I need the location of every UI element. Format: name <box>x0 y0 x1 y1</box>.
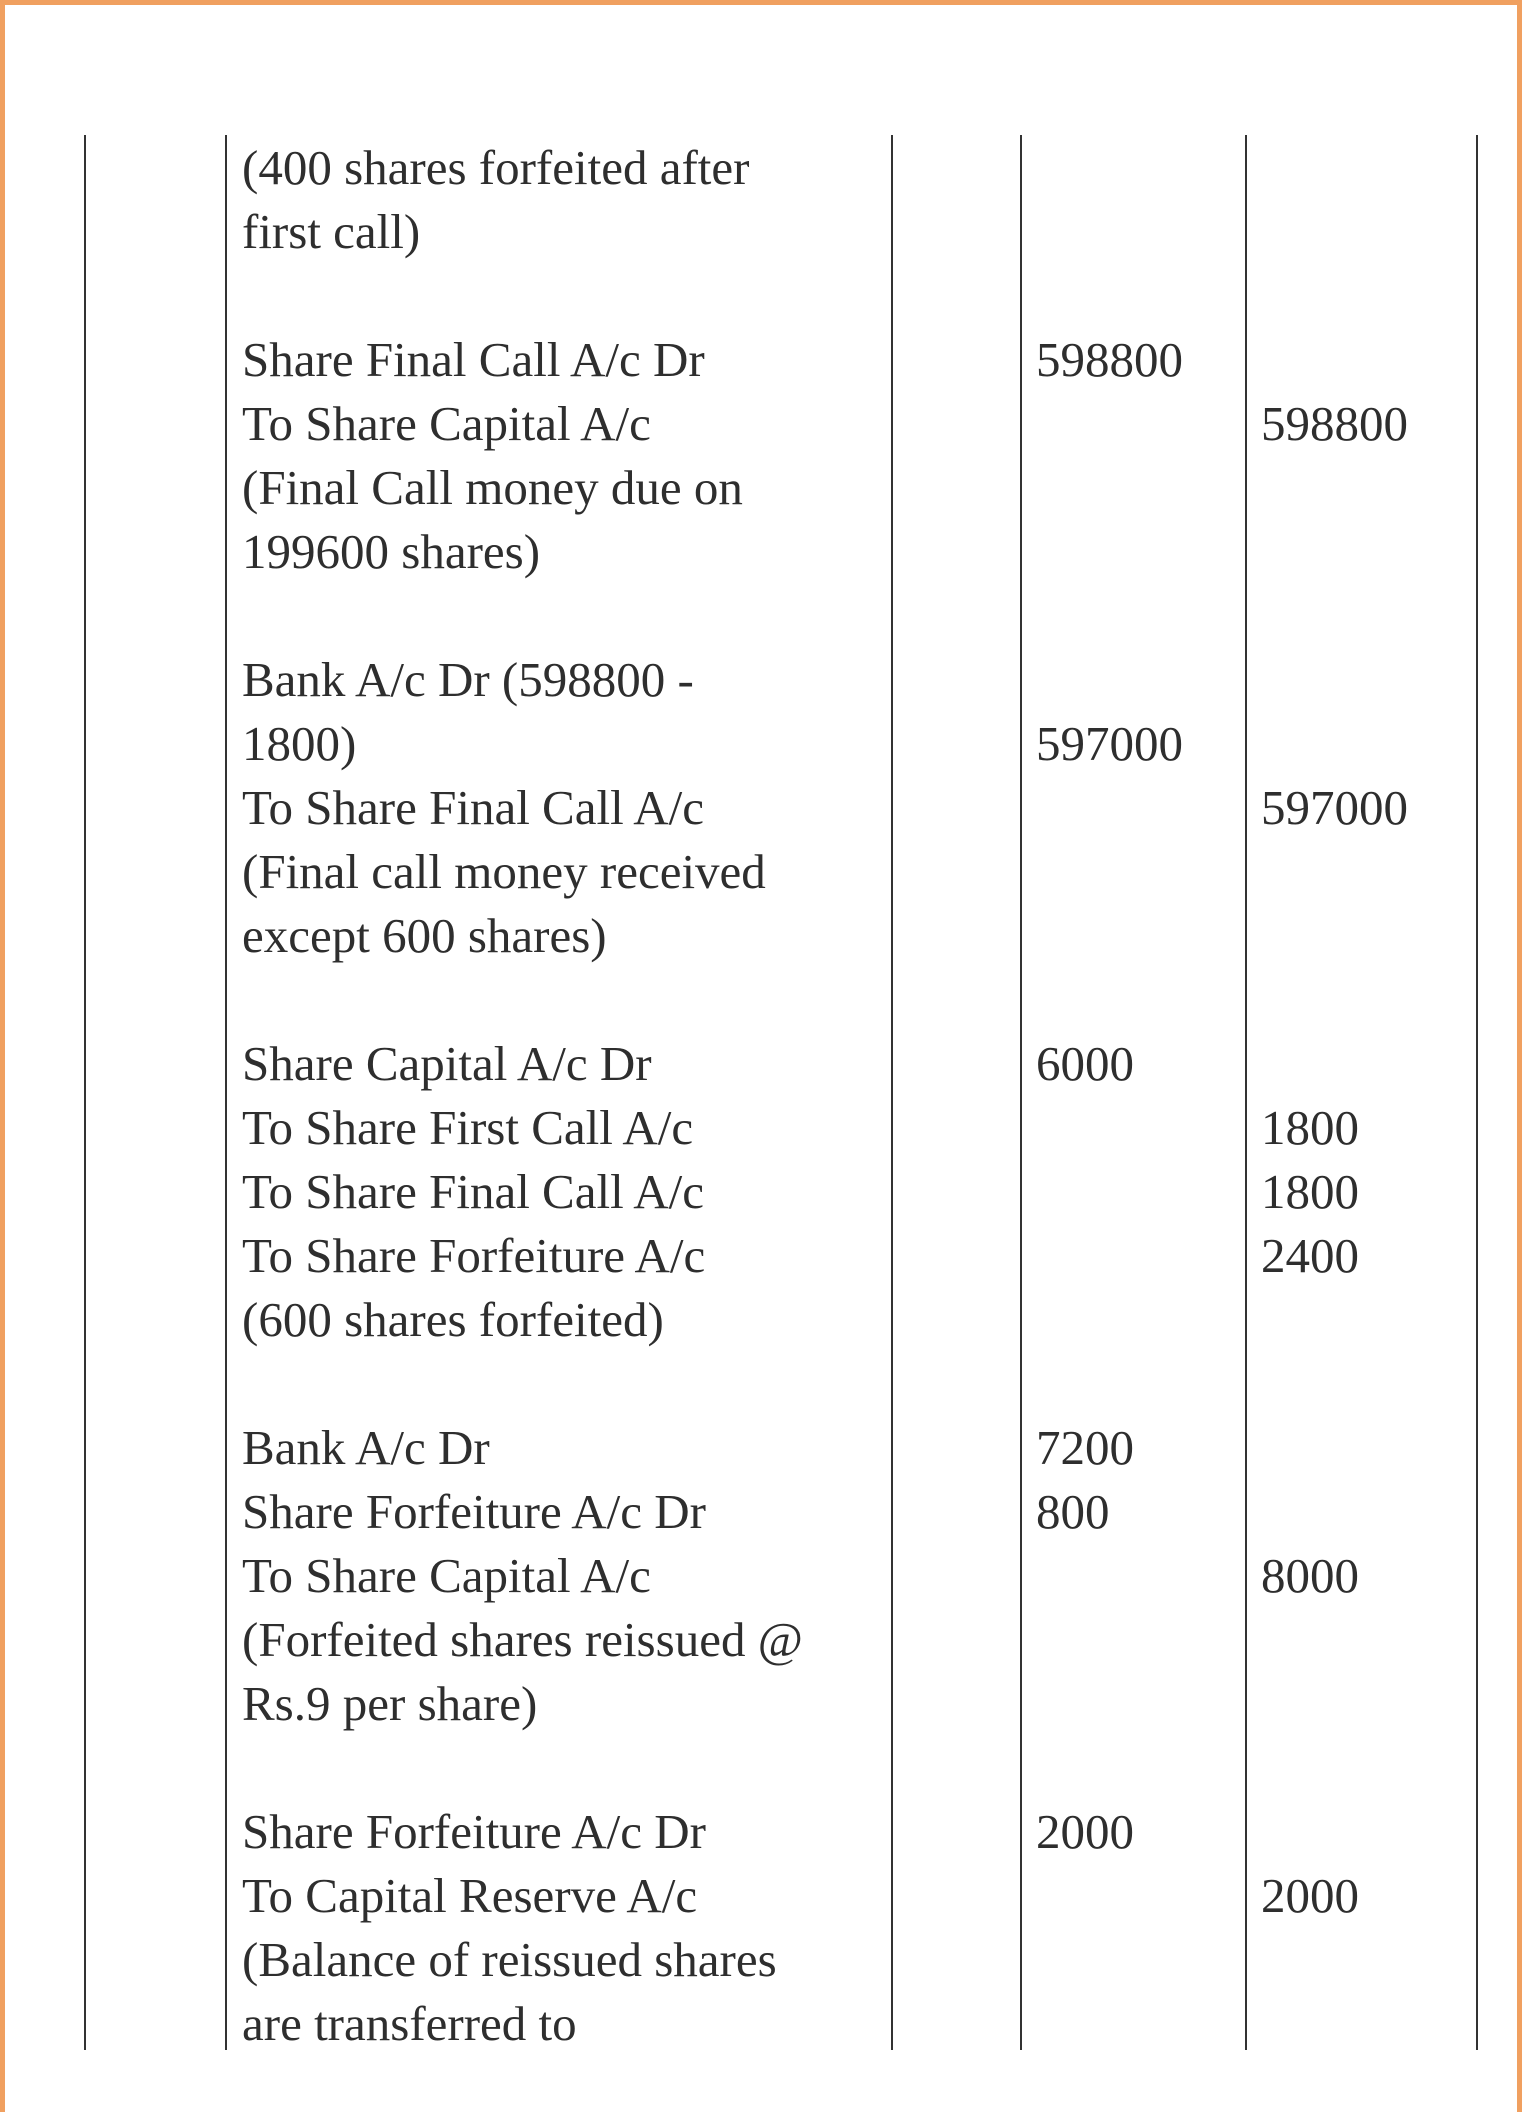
journal-line <box>0 1288 1522 1352</box>
entry-spacer <box>0 1736 1522 1800</box>
particulars-text: To Capital Reserve A/c <box>242 1868 698 1923</box>
debit-amount: 598800 <box>1036 332 1183 387</box>
particulars-text: To Share Forfeiture A/c <box>242 1228 706 1283</box>
particulars-text: 1800) <box>242 716 357 771</box>
journal-line <box>0 520 1522 584</box>
particulars-text: (Final call money received <box>242 844 766 899</box>
particulars-text: 199600 shares) <box>242 524 541 579</box>
particulars-text: Share Forfeiture A/c Dr <box>242 1484 706 1539</box>
journal-line <box>0 1928 1522 1992</box>
entry-spacer <box>0 968 1522 1032</box>
particulars-text: Rs.9 per share) <box>242 1676 538 1731</box>
particulars-text: Bank A/c Dr (598800 - <box>242 652 694 707</box>
particulars-text: are transferred to <box>242 1996 577 2051</box>
credit-amount: 8000 <box>1261 1548 1359 1603</box>
journal-line <box>0 1224 1522 1288</box>
journal-line <box>0 1096 1522 1160</box>
journal-line <box>0 1992 1522 2056</box>
debit-amount: 6000 <box>1036 1036 1134 1091</box>
journal-line <box>0 1864 1522 1928</box>
particulars-text: (Final Call money due on <box>242 460 743 515</box>
particulars-text: (Forfeited shares reissued @ <box>242 1612 803 1667</box>
entry-spacer <box>0 264 1522 328</box>
particulars-text: except 600 shares) <box>242 908 607 963</box>
journal-line <box>0 1800 1522 1864</box>
particulars-text: (600 shares forfeited) <box>242 1292 664 1347</box>
journal-line <box>0 1544 1522 1608</box>
journal-line <box>0 904 1522 968</box>
particulars-text: Share Forfeiture A/c Dr <box>242 1804 706 1859</box>
journal-line <box>0 1032 1522 1096</box>
particulars-text: To Share Final Call A/c <box>242 780 705 835</box>
credit-amount: 1800 <box>1261 1164 1359 1219</box>
journal-entries <box>0 136 1522 2056</box>
journal-line <box>0 776 1522 840</box>
debit-amount: 7200 <box>1036 1420 1134 1475</box>
journal-line <box>0 1480 1522 1544</box>
debit-amount: 2000 <box>1036 1804 1134 1859</box>
debit-amount: 597000 <box>1036 716 1183 771</box>
credit-amount: 2000 <box>1261 1868 1359 1923</box>
particulars-text: To Share Capital A/c <box>242 396 651 451</box>
journal-line <box>0 1672 1522 1736</box>
journal-line <box>0 456 1522 520</box>
journal-line <box>0 328 1522 392</box>
journal-line <box>0 648 1522 712</box>
particulars-text: Share Final Call A/c Dr <box>242 332 705 387</box>
particulars-text: To Share Final Call A/c <box>242 1164 705 1219</box>
journal-line <box>0 136 1522 200</box>
journal-line <box>0 1608 1522 1672</box>
credit-amount: 1800 <box>1261 1100 1359 1155</box>
journal-line <box>0 392 1522 456</box>
particulars-text: Share Capital A/c Dr <box>242 1036 652 1091</box>
credit-amount: 597000 <box>1261 780 1408 835</box>
particulars-text: To Share First Call A/c <box>242 1100 694 1155</box>
credit-amount: 2400 <box>1261 1228 1359 1283</box>
journal-line <box>0 840 1522 904</box>
journal-line <box>0 200 1522 264</box>
particulars-text: Bank A/c Dr <box>242 1420 490 1475</box>
debit-amount: 800 <box>1036 1484 1110 1539</box>
particulars-text: (400 shares forfeited after <box>242 140 750 195</box>
particulars-text: To Share Capital A/c <box>242 1548 651 1603</box>
journal-line <box>0 712 1522 776</box>
particulars-text: (Balance of reissued shares <box>242 1932 777 1987</box>
journal-line <box>0 1416 1522 1480</box>
particulars-text: first call) <box>242 204 421 259</box>
credit-amount: 598800 <box>1261 396 1408 451</box>
journal-line <box>0 1160 1522 1224</box>
entry-spacer <box>0 1352 1522 1416</box>
entry-spacer <box>0 584 1522 648</box>
